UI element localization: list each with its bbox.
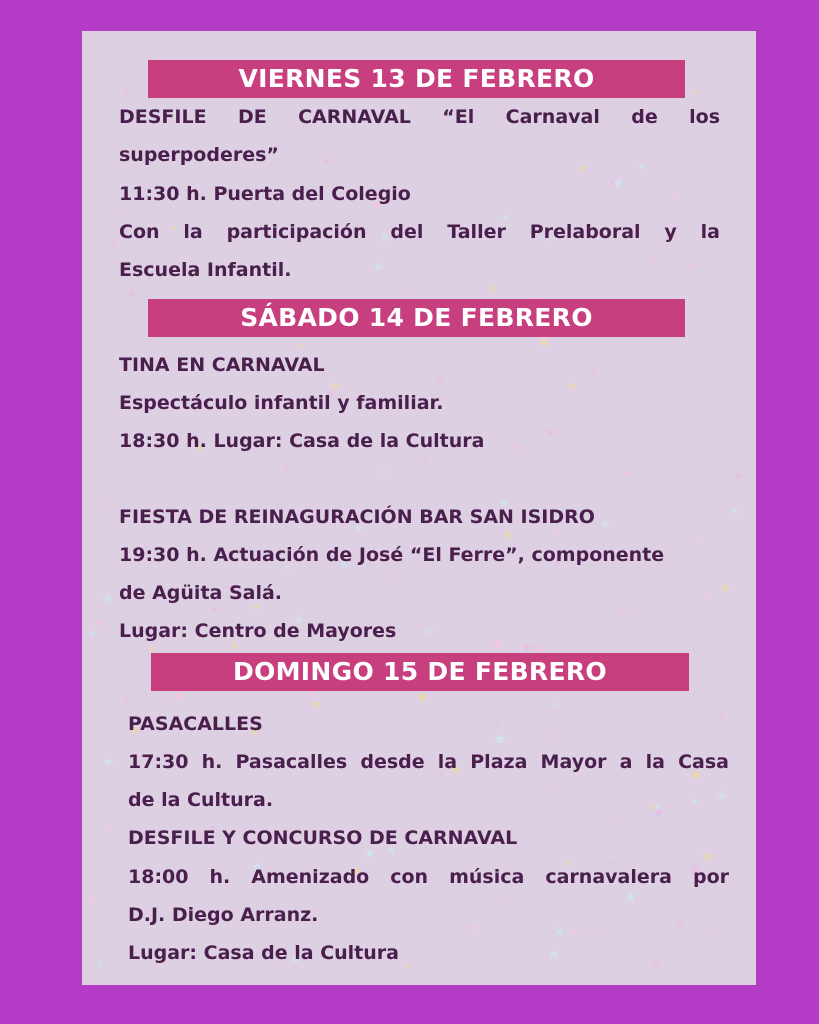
saturday-banner: SÁBADO 14 DE FEBRERO (148, 299, 685, 337)
program-card (82, 31, 756, 985)
sunday-event2-line2: D.J. Diego Arranz. (128, 904, 319, 926)
sunday-event2-place: Lugar: Casa de la Cultura (128, 942, 399, 964)
saturday-event1-title: TINA EN CARNAVAL (119, 354, 325, 376)
saturday-event2-title: FIESTA DE REINAGURACIÓN BAR SAN ISIDRO (119, 506, 595, 528)
friday-event-title-line1: DESFILE DE CARNAVAL “El Carnaval de los (119, 106, 720, 128)
sunday-event1-line1: 17:30 h. Pasacalles desde la Plaza Mayor a la Casa (128, 751, 729, 773)
friday-event-time: 11:30 h. Puerta del Colegio (119, 183, 411, 205)
sunday-event1-line2: de la Cultura. (128, 789, 274, 811)
friday-banner: VIERNES 13 DE FEBRERO (148, 60, 685, 98)
saturday-event2-line2: de Agüita Salá. (119, 582, 283, 604)
sunday-event2-title: DESFILE Y CONCURSO DE CARNAVAL (128, 827, 518, 849)
friday-event-desc-line2: Escuela Infantil. (119, 259, 292, 281)
saturday-event1-desc: Espectáculo infantil y familiar. (119, 392, 444, 414)
friday-event-desc-line1: Con la participación del Taller Prelaboral y la (119, 221, 720, 243)
program-content (82, 31, 756, 985)
sunday-event2-line1: 18:00 h. Amenizado con música carnavalera por (128, 866, 729, 888)
saturday-event2-line1: 19:30 h. Actuación de José “El Ferre”, componente (119, 544, 665, 566)
friday-event-title-line2: superpoderes” (119, 144, 279, 166)
sunday-event1-title: PASACALLES (128, 713, 263, 735)
saturday-event2-place: Lugar: Centro de Mayores (119, 620, 397, 642)
saturday-event1-time: 18:30 h. Lugar: Casa de la Cultura (119, 430, 485, 452)
sunday-banner: DOMINGO 15 DE FEBRERO (151, 653, 689, 691)
